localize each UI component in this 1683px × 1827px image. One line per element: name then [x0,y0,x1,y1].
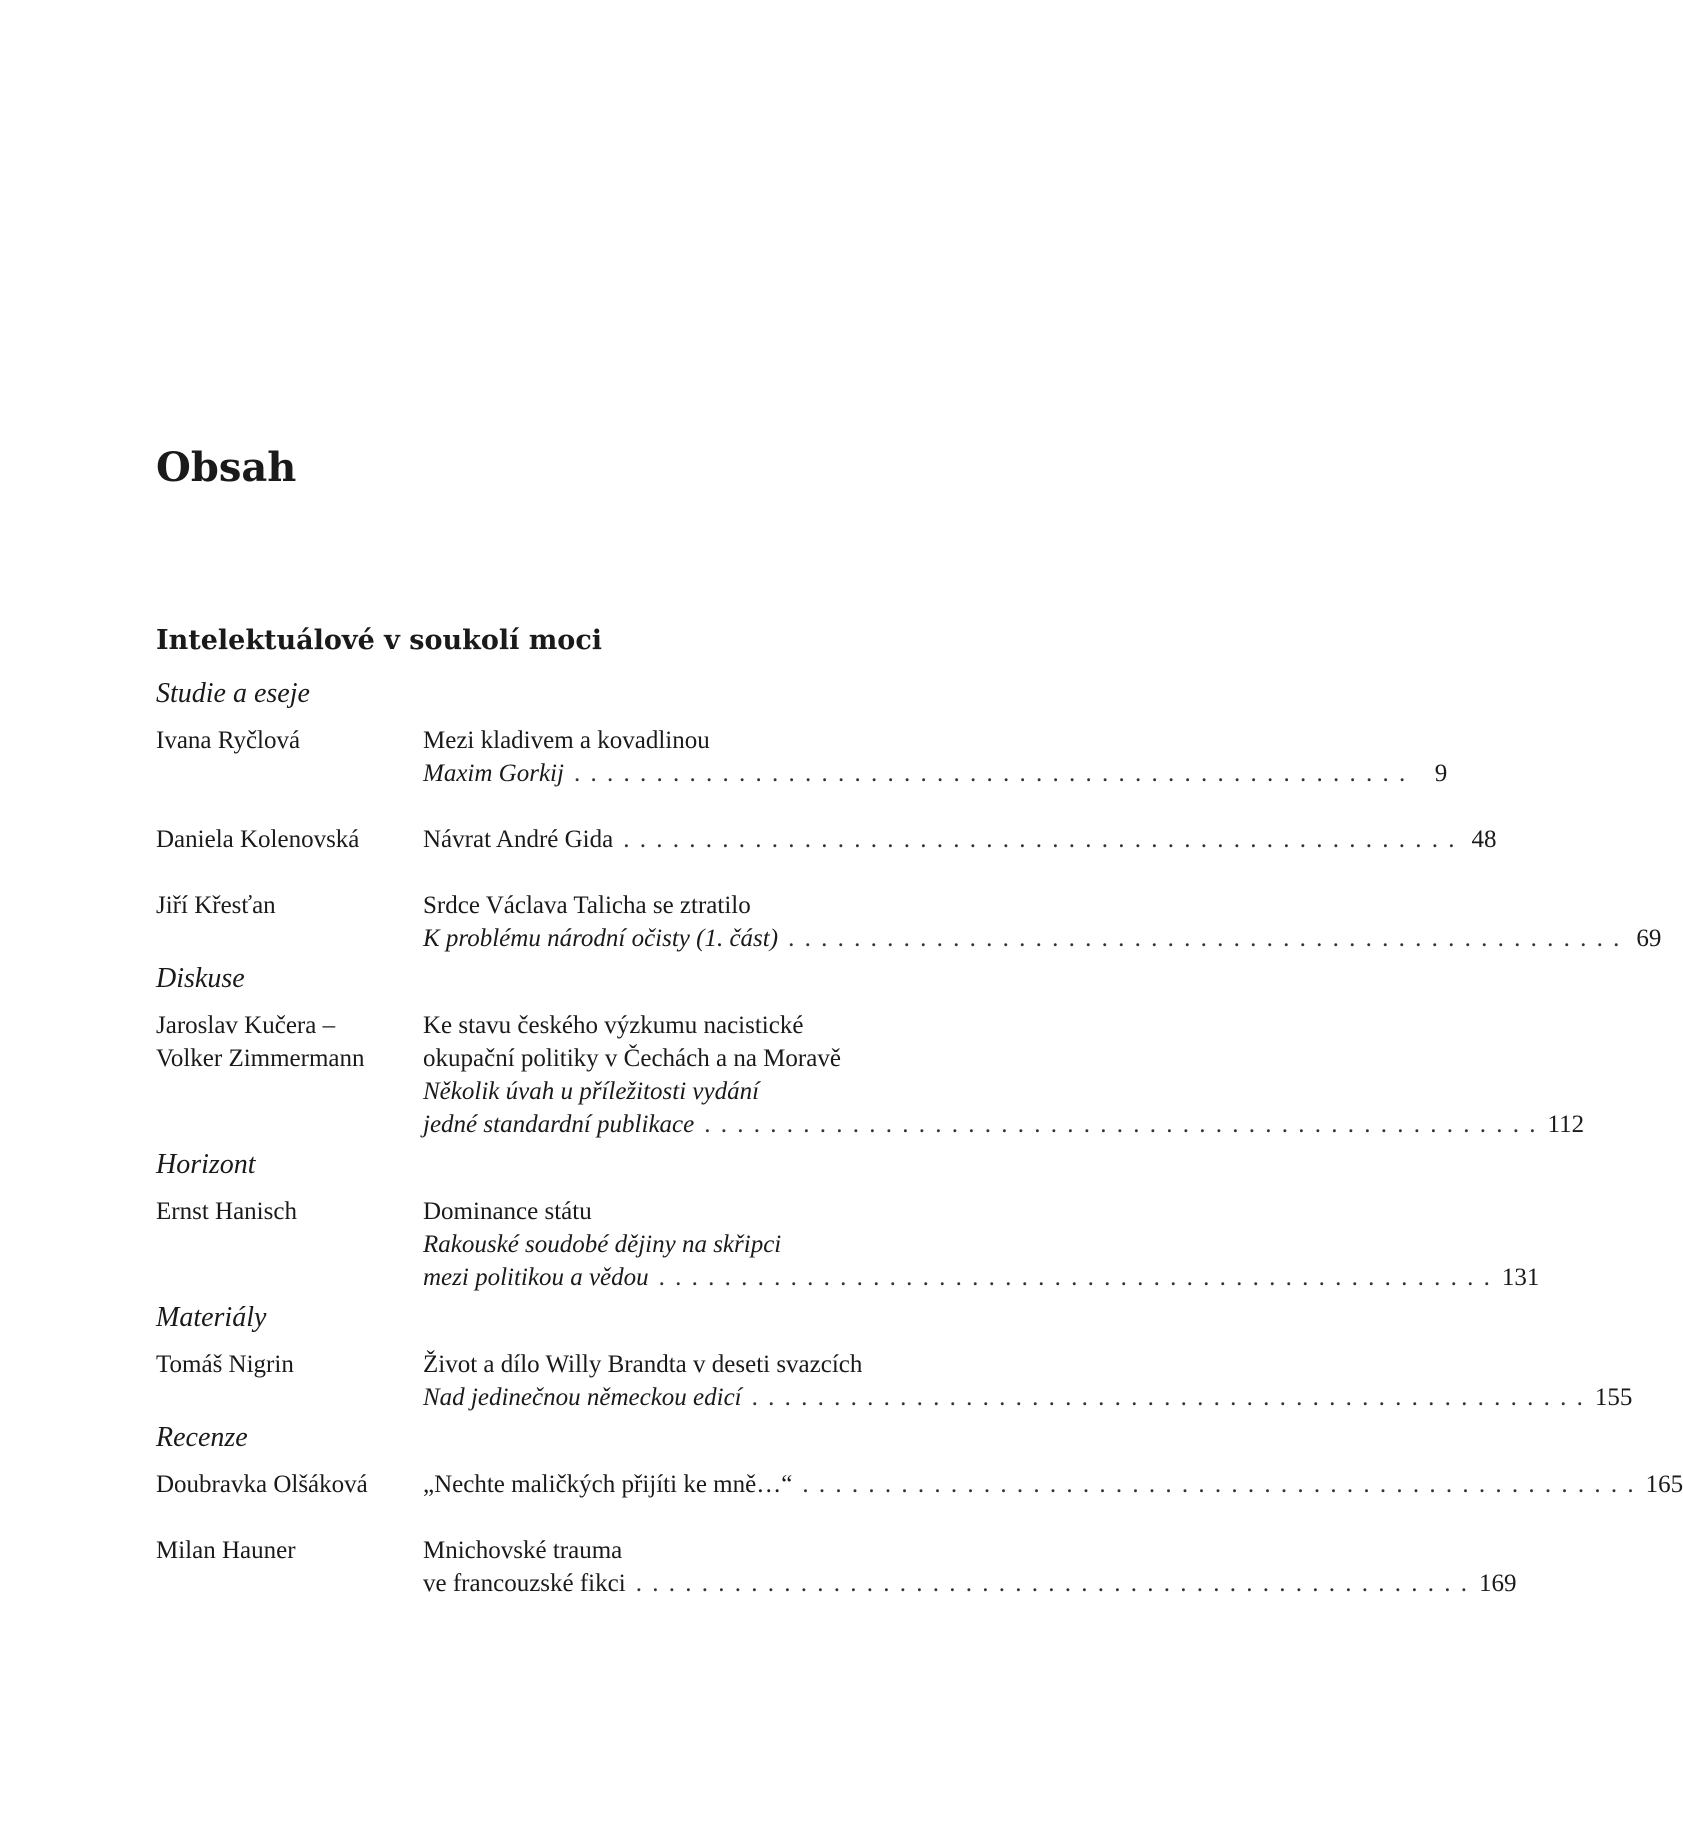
entry-author [156,724,423,790]
entry-author [156,823,423,856]
author-line: Ivana Ryčlová [156,727,301,754]
toc-entry [156,1348,1633,1414]
category-heading: Diskuse [156,963,245,994]
entry-work [423,823,1496,856]
title-text: Návrat André Gida [423,826,614,853]
subtitle-line: Několik úvah u příležitosti vydání [423,1078,760,1105]
entry-work [423,1195,1539,1294]
entry-work [423,889,1661,955]
toc-entry [156,889,1662,955]
author-line: Volker Zimmermann [156,1045,365,1072]
title-line: Život a dílo Willy Brandta v deseti svazcích [423,1351,863,1378]
author-line: Ernst Hanisch [156,1198,297,1225]
entry-author [156,1348,423,1414]
author-line: Milan Hauner [156,1537,296,1564]
toc-entry [156,1534,1517,1600]
leader-line [423,757,1447,790]
author-line: Jiří Křesťan [156,892,276,919]
entry-work [423,1348,1632,1414]
section-heading: Intelektuálové v soukolí moci [156,625,603,656]
dot-leader: . . . . . . . . . . . . . . . . . . . . . . . . . . . . . . . . . . . . . . . . . . . . . . . . . . . [573,760,1408,787]
entry-author [156,1009,423,1141]
author-line: Jaroslav Kučera – [156,1012,336,1039]
title-line: okupační politiky v Čechách a na Moravě [423,1045,841,1072]
toc-entry [156,1009,1585,1141]
page-number: 165 [1645,1471,1683,1498]
category-heading: Recenze [156,1422,248,1453]
page-number: 169 [1478,1570,1517,1597]
subtitle-text: Nad jedinečnou německou edicí [423,1384,742,1411]
entry-author [156,1468,423,1501]
entry-work [423,1534,1516,1600]
table-of-contents [156,678,1683,1600]
page-title: Obsah [156,444,297,491]
dot-leader: . . . . . . . . . . . . . . . . . . . . . . . . . . . . . . . . . . . . . . . . . . . . . . . . . . . [751,1384,1585,1411]
dot-leader: . . . . . . . . . . . . . . . . . . . . . . . . . . . . . . . . . . . . . . . . . . . . . . . . . . . [635,1570,1469,1597]
toc-entry [156,724,1448,790]
entry-work [423,724,1447,790]
subtitle-text: jedné standardní publikace [423,1111,695,1138]
entry-work [423,1009,1584,1141]
toc-entry [156,823,1497,856]
dot-leader: . . . . . . . . . . . . . . . . . . . . . . . . . . . . . . . . . . . . . . . . . . . . . . . . . . . [623,826,1457,853]
dot-leader: . . . . . . . . . . . . . . . . . . . . . . . . . . . . . . . . . . . . . . . . . . . . . . . . . . . [802,1471,1636,1498]
dot-leader: . . . . . . . . . . . . . . . . . . . . . . . . . . . . . . . . . . . . . . . . . . . . . . . . . . . [704,1111,1538,1138]
title-text: ve francouzské fikci [423,1570,626,1597]
page-number: 131 [1501,1264,1540,1291]
title-line: Mezi kladivem a kovadlinou [423,727,710,754]
entry-author [156,889,423,955]
toc-entry [156,1468,1683,1501]
dot-leader: . . . . . . . . . . . . . . . . . . . . . . . . . . . . . . . . . . . . . . . . . . . . . . . . . . . [658,1264,1492,1291]
leader-line [423,922,1661,955]
page-number: 69 [1636,925,1662,952]
page-number: 9 [1434,760,1448,787]
leader-line [423,1261,1539,1294]
author-line: Daniela Kolenovská [156,826,360,853]
subtitle-text: Maxim Gorkij [423,760,564,787]
page-number: 112 [1547,1111,1585,1138]
title-text: „Nechte maličkých přijíti ke mně…“ [423,1471,793,1498]
category-heading: Materiály [156,1302,267,1333]
toc-entry [156,1195,1540,1294]
subtitle-text: mezi politikou a vědou [423,1264,649,1291]
entry-work [423,1468,1683,1501]
entry-author [156,1534,423,1600]
subtitle-text: K problému národní očisty (1. část) [423,925,779,952]
leader-line [423,1381,1632,1414]
subtitle-line: Rakouské soudobé dějiny na skřipci [423,1231,782,1258]
title-line: Mnichovské trauma [423,1537,623,1564]
title-line: Dominance státu [423,1198,592,1225]
category-heading: Horizont [156,1149,256,1180]
title-line: Srdce Václava Talicha se ztratilo [423,892,751,919]
category-heading: Studie a eseje [156,678,310,709]
entry-author [156,1195,423,1294]
author-line: Doubravka Olšáková [156,1471,368,1498]
leader-line [423,1468,1683,1501]
leader-line [423,1567,1516,1600]
author-line: Tomáš Nigrin [156,1351,294,1378]
leader-line [423,1108,1584,1141]
page-number: 48 [1471,826,1497,853]
title-line: Ke stavu českého výzkumu nacistické [423,1012,804,1039]
dot-leader: . . . . . . . . . . . . . . . . . . . . . . . . . . . . . . . . . . . . . . . . . . . . . . . . . . . [788,925,1622,952]
leader-line [423,823,1496,856]
page-number: 155 [1594,1384,1633,1411]
